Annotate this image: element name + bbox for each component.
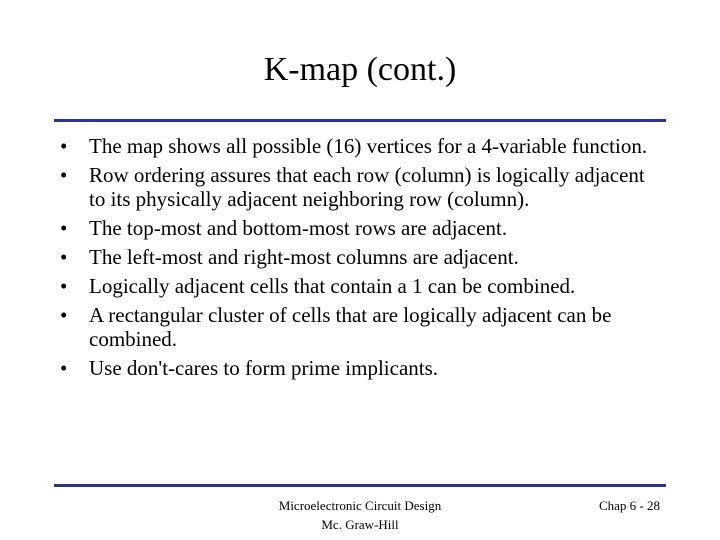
bullet-icon: •: [60, 356, 68, 380]
bullet-text: The map shows all possible (16) vertices for a 4-variable function.: [89, 134, 648, 158]
bullet-item: [60, 245, 660, 269]
bullet-icon: •: [60, 245, 68, 269]
footer-book-title: Microelectronic Circuit Design: [278, 498, 442, 513]
bullet-icon: •: [60, 274, 68, 298]
title-divider: [54, 119, 666, 122]
bullet-text: The left-most and right-most columns are adjacent.: [89, 245, 519, 269]
bullet-item: [60, 216, 660, 240]
bullet-item: [60, 163, 660, 211]
bullet-icon: •: [60, 134, 68, 158]
bullet-list: [60, 134, 660, 385]
bullet-text: Logically adjacent cells that contain a 1 can be combined.: [89, 274, 576, 298]
footer-page-ref: Chap 6 - 28: [598, 498, 660, 513]
bullet-item: [60, 134, 660, 158]
footer-publisher: Mc. Graw-Hill: [321, 517, 399, 532]
bullet-icon: •: [60, 303, 68, 327]
slide-title: K-map (cont.): [263, 51, 457, 88]
bullet-item: [60, 356, 660, 380]
bullet-text: The top-most and bottom-most rows are adjacent.: [89, 216, 508, 240]
bullet-item: [60, 303, 660, 351]
footer-credits: [230, 496, 490, 534]
bullet-text: A rectangular cluster of cells that are logically adjacent can be combined.: [89, 303, 612, 351]
bullet-text: Use don't-cares to form prime implicants.: [89, 356, 439, 380]
footer-divider: [54, 484, 666, 487]
bullet-item: [60, 274, 660, 298]
bullet-icon: •: [60, 163, 68, 187]
bullet-text: Row ordering assures that each row (column) is logically adjacent to its physically adjacent neighboring row (column).: [89, 163, 645, 211]
bullet-icon: •: [60, 216, 68, 240]
